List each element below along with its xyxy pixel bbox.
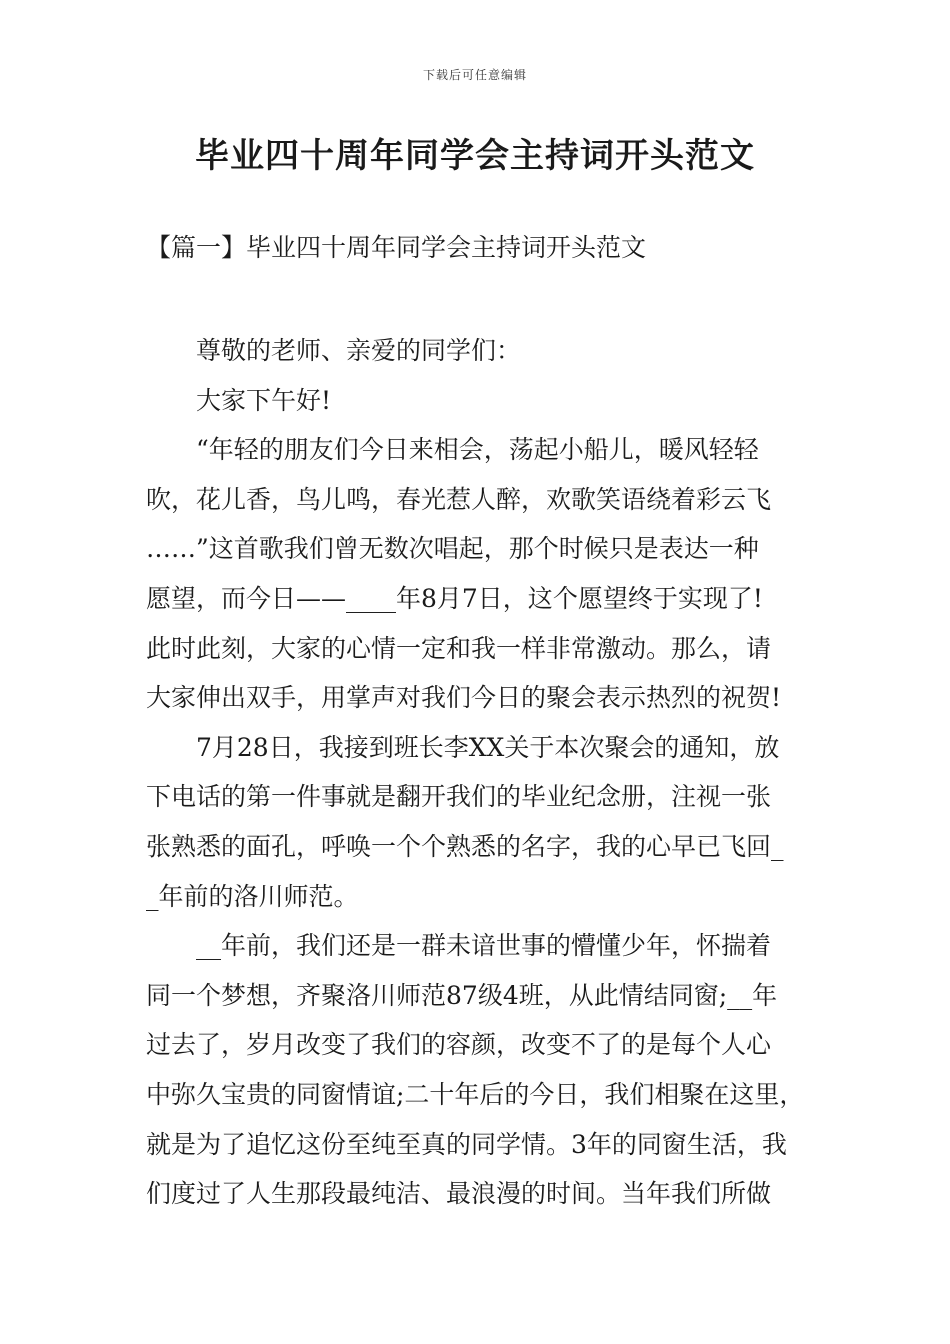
text-line: 尊敬的老师、亲爱的同学们：	[196, 336, 522, 365]
text-line: 此时此刻，大家的心情一定和我一样非常激动。那么，请	[146, 633, 772, 663]
text-line: 中弥久宝贵的同窗情谊;二十年后的今日，我们相聚在这里，	[146, 1079, 805, 1109]
text-line: ……”这首歌我们曾无数次唱起，那个时候只是表达一种	[146, 534, 759, 564]
text-line: 大家伸出双手，用掌声对我们今日的聚会表示热烈的祝贺!	[146, 683, 782, 713]
header-note: 下载后可任意编辑	[422, 68, 527, 82]
text-line: 过去了，岁月改变了我们的容颜，改变不了的是每个人心	[146, 1030, 772, 1060]
document-title: 毕业四十周年同学会主持词开头范文	[195, 136, 755, 176]
text-line: 大家下午好!	[196, 385, 332, 415]
text-line: 同一个梦想，齐聚洛川师范87级4班，从此情结同窗;__年	[146, 980, 778, 1010]
text-line: 张熟悉的面孔，呼唤一个个熟悉的名字，我的心早已飞回_	[146, 831, 784, 861]
text-line: 愿望，而今日——____年8月7日，这个愿望终于实现了!	[146, 583, 763, 613]
text-line: 7月28日，我接到班长李XX关于本次聚会的通知，放	[196, 732, 780, 762]
text-line: 吹，花儿香，鸟儿鸣，春光惹人醉，欢歌笑语绕着彩云飞	[146, 484, 772, 514]
text-line: _年前的洛川师范。	[146, 881, 359, 911]
text-line: __年前，我们还是一群未谙世事的懵懂少年，怀揣着	[196, 931, 772, 961]
text-line: “年轻的朋友们今日来相会，荡起小船儿，暖风轻轻	[196, 435, 759, 465]
section-heading: 【篇一】毕业四十周年同学会主持词开头范文	[146, 233, 647, 262]
text-line: 就是为了追忆这份至纯至真的同学情。3年的同窗生活，我	[146, 1129, 787, 1159]
text-line: 下电话的第一件事就是翻开我们的毕业纪念册，注视一张	[146, 782, 772, 812]
text-line: 们度过了人生那段最纯洁、最浪漫的时间。当年我们所做	[146, 1179, 772, 1209]
body-text	[146, 326, 816, 1219]
